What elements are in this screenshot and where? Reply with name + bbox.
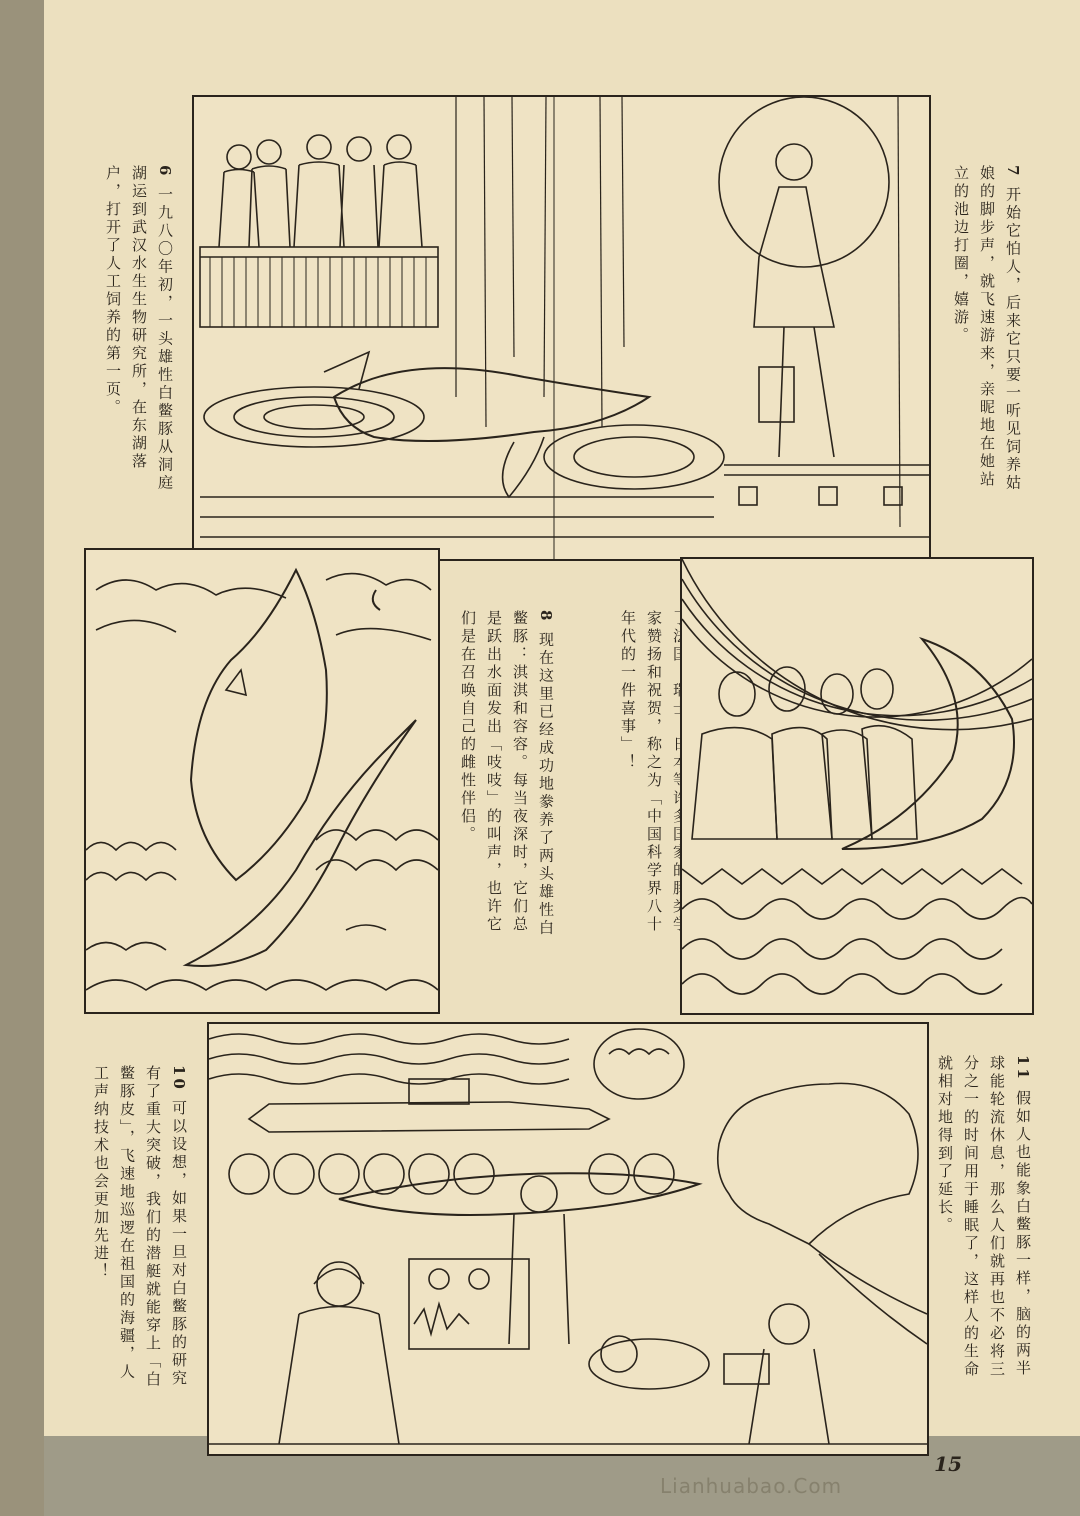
page-number: 15 — [934, 1452, 962, 1476]
caption-text: 现在这里已经成功地豢养了两头雄性白鳖豚：淇淇和容容。每当夜深时，它们总是跃出水面发出「吱吱」的叫声，也许它们是在召唤自己的雌性伴侣。 — [459, 610, 555, 938]
scientists-illustration — [682, 559, 1032, 1013]
caption-10 — [88, 1065, 192, 1395]
submarine-illustration — [209, 1024, 927, 1454]
panel-scientists — [680, 557, 1034, 1015]
caption-6 — [100, 165, 178, 505]
caption-text: 开始它怕人，后来它只要一听见饲养姑娘的脚步声，就飞速游来，亲昵地在她站立的池边打圈，嬉游。 — [952, 165, 1022, 493]
caption-number: 8 — [537, 610, 555, 624]
caption-number: 6 — [156, 165, 174, 179]
caption-8 — [455, 610, 559, 940]
watermark-text: Lianhuabao.Com — [660, 1474, 843, 1498]
caption-7 — [948, 165, 1026, 495]
caption-number: 11 — [1014, 1055, 1032, 1082]
caption-text: 假如人也能象白鳖豚一样，脑的两半球能轮流休息，那么人们就再也不必将三分之一的时间用于睡眠了，这样人的生命就相对地得到了延长。 — [936, 1055, 1032, 1379]
pool-illustration — [194, 97, 929, 559]
caption-number: 7 — [1004, 165, 1022, 179]
caption-text: 一九八〇年初，一头雄性白鳖豚从洞庭湖运到武汉水生生物研究所，在东湖落户，打开了人工饲养的第一页。 — [104, 165, 174, 493]
panel-submarine-sleep — [207, 1022, 929, 1456]
caption-text: 可以设想，如果一旦对白鳖豚的研究有了重大突破，我们的潜艇就能穿上「白鳖豚皮」，飞速地巡逻在祖国的海疆，人工声纳技术也会更加先进！ — [92, 1065, 188, 1389]
caption-number: 10 — [170, 1065, 188, 1092]
binding-gutter — [0, 0, 44, 1516]
caption-text: 家赞扬和祝贺，称之为「中国科学界八十年代的一件喜事」！ — [619, 610, 663, 934]
caption-11 — [932, 1055, 1036, 1385]
panel-dolphins-leaping — [84, 548, 440, 1014]
panel-dolphin-pool — [192, 95, 931, 561]
leaping-illustration — [86, 550, 438, 1012]
